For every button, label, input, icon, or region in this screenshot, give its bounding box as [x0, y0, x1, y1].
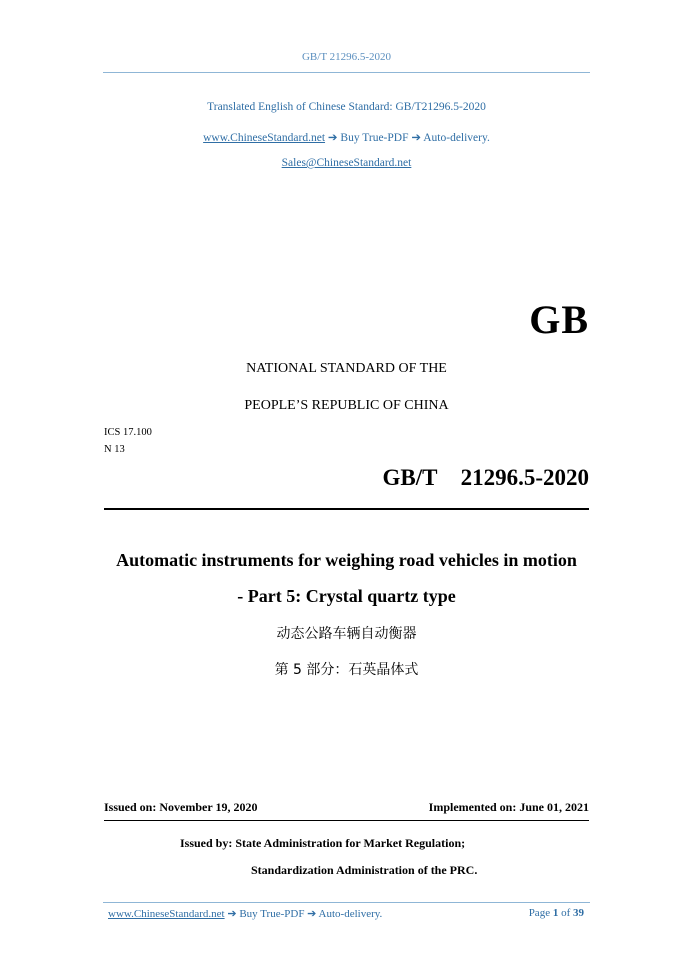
page-current: 1 — [552, 907, 559, 919]
implemented-on-date: Implemented on: June 01, 2021 — [428, 800, 589, 814]
issue-divider — [104, 820, 589, 821]
purchase-text: ➔ Buy True-PDF ➔ Auto-delivery. — [325, 132, 490, 144]
national-standard-line2: PEOPLE’S REPUBLIC OF CHINA — [244, 398, 449, 413]
title-en-line2: - Part 5: Crystal quartz type — [237, 586, 456, 606]
issuer-line2: Standardization Administration of the PRC. — [251, 863, 478, 877]
issued-on-date: Issued on: November 19, 2020 — [104, 800, 258, 814]
title-en-line1: Automatic instruments for weighing road vehicles in motion — [116, 550, 577, 570]
running-header: GB/T 21296.5-2020 — [301, 51, 392, 63]
title-cn-line1: 动态公路车辆自动衡器 — [276, 626, 417, 642]
footer-divider — [103, 902, 590, 903]
header-divider — [103, 72, 590, 73]
footer-purchase-line — [108, 907, 382, 920]
page-of: of — [561, 907, 571, 919]
site-link[interactable]: www.ChineseStandard.net — [203, 132, 326, 144]
purchase-line — [0, 130, 693, 144]
footer-purchase-text: ➔ Buy True-PDF ➔ Auto-delivery. — [224, 908, 383, 920]
standard-number: GB/T 21296.5-2020 — [382, 465, 589, 490]
page-label: Page — [528, 907, 551, 919]
translation-notice: Translated English of Chinese Standard: GB/T21296.5-2020 — [207, 101, 486, 113]
sales-email-link[interactable]: Sales@ChineseStandard.net — [281, 157, 412, 169]
ccs-code: N 13 — [104, 444, 125, 455]
page-indicator — [529, 907, 584, 919]
ics-code: ICS 17.100 — [104, 427, 152, 438]
title-cn-line2: 第 5 部分：石英晶体式 — [274, 662, 419, 678]
standard-number-divider — [104, 508, 589, 510]
national-standard-line1: NATIONAL STANDARD OF THE — [246, 361, 447, 376]
gb-logo: GB — [529, 297, 589, 342]
footer-site-link[interactable]: www.ChineseStandard.net — [108, 908, 225, 920]
page-total: 39 — [573, 907, 584, 919]
email-line — [0, 157, 693, 169]
issuer-line1: Issued by: State Administration for Market Regulation; — [180, 836, 466, 850]
